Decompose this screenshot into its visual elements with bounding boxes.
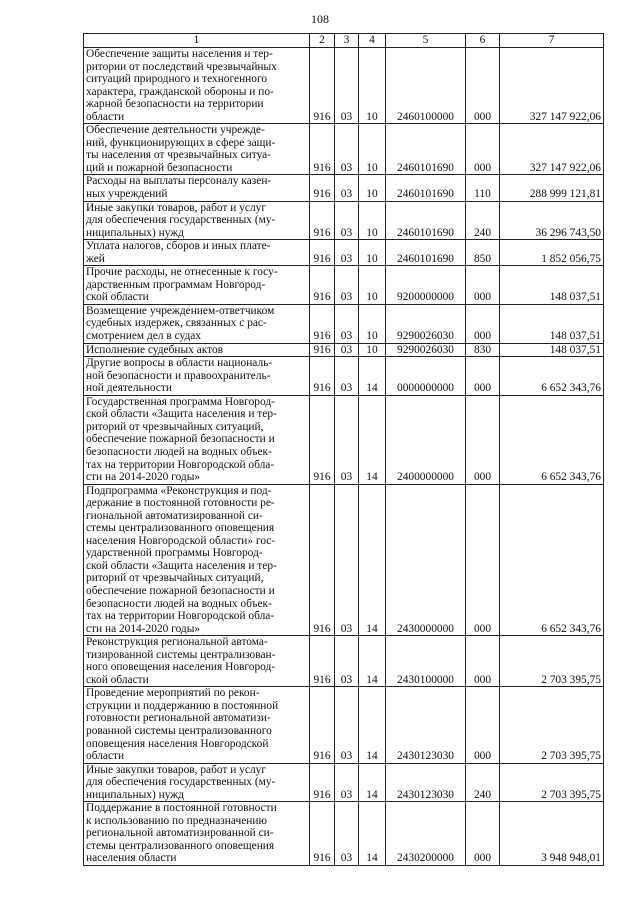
- row-name-line: для обеспечения государственных (му-: [86, 214, 276, 227]
- row-csr-cell: 2430200000: [386, 802, 466, 866]
- row-csr-cell: 2460101690: [386, 175, 466, 201]
- row-ved-cell: 916: [310, 240, 335, 266]
- row-vr-cell: 240: [466, 201, 500, 240]
- header-cell-rz: 3: [335, 34, 359, 48]
- row-vr-cell: 240: [466, 763, 500, 802]
- row-rz-cell: 03: [335, 240, 359, 266]
- page-number: 108: [311, 12, 329, 26]
- row-name-line: рованной системы централизованного: [86, 724, 272, 737]
- row-name-cell: [84, 240, 310, 266]
- row-vr-cell: 000: [466, 48, 500, 124]
- row-name-cell: [84, 48, 310, 124]
- row-name-cell: [84, 395, 310, 484]
- row-vr-cell: 110: [466, 175, 500, 201]
- row-rz-cell: 03: [335, 266, 359, 305]
- row-name-line: смотрением дел в судах: [86, 330, 202, 343]
- row-name-line: ской области: [86, 673, 149, 686]
- row-name-line: струкции и поддержанию в постоянной: [86, 699, 279, 712]
- row-csr-cell: 0000000000: [386, 357, 466, 396]
- row-pr-cell: 14: [359, 357, 386, 396]
- row-csr-cell: 9290026030: [386, 343, 466, 357]
- row-name-line: Расходы на выплаты персоналу казен-: [86, 175, 272, 188]
- row-name-line: ных учреждений: [86, 188, 168, 201]
- row-sum-cell: 2 703 395,75: [500, 687, 604, 763]
- table-row: [84, 266, 604, 305]
- row-name-line: безопасности людей на водных объек-: [86, 597, 272, 610]
- row-csr-cell: 2400000000: [386, 395, 466, 484]
- table-row: [84, 357, 604, 396]
- row-name-cell: [84, 636, 310, 687]
- row-sum-cell: 36 296 743,50: [500, 201, 604, 240]
- row-rz-cell: 03: [335, 343, 359, 357]
- row-name-line: населения области: [86, 852, 177, 865]
- row-name-line: ной безопасности и правоохранитель-: [86, 369, 271, 382]
- table-row: [84, 343, 604, 357]
- table-row: [84, 636, 604, 687]
- row-name-line: тах на территории Новгородской обла-: [86, 610, 275, 623]
- row-sum-cell: 327 147 922,06: [500, 48, 604, 124]
- row-name-line: тизированной системы централизован-: [86, 648, 276, 661]
- row-name-line: населения Новгородской области» гос-: [86, 534, 276, 547]
- budget-table: [83, 33, 604, 866]
- row-name-line: области: [86, 750, 125, 763]
- row-rz-cell: 03: [335, 636, 359, 687]
- row-ved-cell: 916: [310, 763, 335, 802]
- row-name-line: тах на территории Новгородской обла-: [86, 458, 275, 471]
- row-name-line: ударственной программы Новгород-: [86, 547, 263, 560]
- row-pr-cell: 10: [359, 266, 386, 305]
- row-ved-cell: 916: [310, 175, 335, 201]
- row-name-line: Прочие расходы, не отнесенные к госу-: [86, 266, 278, 279]
- row-name-line: обеспечение пожарной безопасности и: [86, 433, 275, 446]
- row-csr-cell: 9290026030: [386, 304, 466, 343]
- row-pr-cell: 10: [359, 124, 386, 175]
- row-name-cell: [84, 201, 310, 240]
- row-name-line: оповещения населения Новгородской: [86, 737, 269, 750]
- row-ved-cell: 916: [310, 343, 335, 357]
- header-cell-csr: 5: [386, 34, 466, 48]
- row-name-cell: [84, 343, 310, 357]
- row-name-line: ниципальных) нужд: [86, 226, 184, 239]
- row-vr-cell: 000: [466, 357, 500, 396]
- row-pr-cell: 10: [359, 175, 386, 201]
- row-pr-cell: 14: [359, 636, 386, 687]
- row-rz-cell: 03: [335, 357, 359, 396]
- row-name-line: держание в постоянной готовности ре-: [86, 497, 275, 510]
- row-name-line: Проведение мероприятий по рекон-: [86, 687, 260, 700]
- row-rz-cell: 03: [335, 201, 359, 240]
- row-name-line: готовности региональной автоматизи-: [86, 712, 271, 725]
- table-row: [84, 175, 604, 201]
- row-csr-cell: 2460101690: [386, 124, 466, 175]
- row-ved-cell: 916: [310, 357, 335, 396]
- row-name-line: судебных издержек, связанных с рас-: [86, 317, 267, 330]
- row-name-line: стемы централизованного оповещения: [86, 839, 275, 852]
- row-name-line: ной деятельности: [86, 382, 172, 395]
- row-vr-cell: 000: [466, 395, 500, 484]
- row-vr-cell: 000: [466, 687, 500, 763]
- header-cell-ved: 2: [310, 34, 335, 48]
- row-name-line: характера, гражданской обороны и по-: [86, 85, 274, 98]
- row-name-line: Иные закупки товаров, работ и услуг: [86, 763, 267, 776]
- row-rz-cell: 03: [335, 48, 359, 124]
- row-vr-cell: 000: [466, 636, 500, 687]
- row-ved-cell: 916: [310, 124, 335, 175]
- header-cell-name: 1: [84, 34, 310, 48]
- row-name-line: Исполнение судебных актов: [86, 343, 224, 356]
- row-sum-cell: 327 147 922,06: [500, 124, 604, 175]
- row-pr-cell: 14: [359, 484, 386, 636]
- row-name-line: ниципальных) нужд: [86, 788, 184, 801]
- row-sum-cell: 148 037,51: [500, 304, 604, 343]
- row-name-line: к использованию по предназначению: [86, 814, 267, 827]
- row-name-line: региональной автоматизированной си-: [86, 827, 274, 840]
- row-name-line: Возмещение учреждением-ответчиком: [86, 304, 275, 317]
- budget-table-body: [84, 48, 604, 866]
- row-name-line: жарной безопасности на территории: [86, 98, 264, 111]
- row-sum-cell: 6 652 343,76: [500, 395, 604, 484]
- row-vr-cell: 000: [466, 484, 500, 636]
- row-pr-cell: 14: [359, 687, 386, 763]
- row-name-cell: [84, 763, 310, 802]
- row-csr-cell: 2430000000: [386, 484, 466, 636]
- row-rz-cell: 03: [335, 304, 359, 343]
- row-ved-cell: 916: [310, 687, 335, 763]
- table-row: [84, 124, 604, 175]
- row-pr-cell: 14: [359, 395, 386, 484]
- row-name-line: Иные закупки товаров, работ и услуг: [86, 201, 267, 214]
- table-row: [84, 304, 604, 343]
- row-name-line: сти на 2014-2020 годы»: [86, 622, 201, 635]
- row-csr-cell: 2430123030: [386, 763, 466, 802]
- row-name-cell: [84, 687, 310, 763]
- row-sum-cell: 3 948 948,01: [500, 802, 604, 866]
- row-name-cell: [84, 124, 310, 175]
- row-name-line: ний, функционирующих в сфере защи-: [86, 136, 276, 149]
- row-csr-cell: 2430100000: [386, 636, 466, 687]
- row-rz-cell: 03: [335, 124, 359, 175]
- table-row: [84, 48, 604, 124]
- row-vr-cell: 000: [466, 802, 500, 866]
- row-rz-cell: 03: [335, 763, 359, 802]
- row-name-line: гиональной автоматизированной си-: [86, 509, 263, 522]
- row-pr-cell: 14: [359, 802, 386, 866]
- row-sum-cell: 6 652 343,76: [500, 484, 604, 636]
- row-csr-cell: 2460100000: [386, 48, 466, 124]
- row-name-line: обеспечение пожарной безопасности и: [86, 584, 275, 597]
- row-ved-cell: 916: [310, 395, 335, 484]
- row-name-line: ской области: [86, 291, 149, 304]
- row-csr-cell: 9200000000: [386, 266, 466, 305]
- row-name-cell: [84, 266, 310, 305]
- row-sum-cell: 2 703 395,75: [500, 636, 604, 687]
- row-vr-cell: 000: [466, 266, 500, 305]
- row-sum-cell: 148 037,51: [500, 266, 604, 305]
- row-name-line: области: [86, 110, 125, 123]
- row-name-line: стемы централизованного оповещения: [86, 522, 275, 535]
- header-cell-sum: 7: [500, 34, 604, 48]
- row-rz-cell: 03: [335, 395, 359, 484]
- row-rz-cell: 03: [335, 687, 359, 763]
- row-ved-cell: 916: [310, 802, 335, 866]
- row-sum-cell: 288 999 121,81: [500, 175, 604, 201]
- row-rz-cell: 03: [335, 484, 359, 636]
- table-row: [84, 802, 604, 866]
- row-name-line: ты населения от чрезвычайных ситуа-: [86, 149, 271, 162]
- row-name-line: ской области «Защита населения и тер-: [86, 408, 277, 421]
- row-sum-cell: 2 703 395,75: [500, 763, 604, 802]
- row-name-cell: [84, 484, 310, 636]
- row-ved-cell: 916: [310, 266, 335, 305]
- row-sum-cell: 148 037,51: [500, 343, 604, 357]
- header-cell-vr: 6: [466, 34, 500, 48]
- row-vr-cell: 000: [466, 124, 500, 175]
- row-pr-cell: 10: [359, 201, 386, 240]
- row-name-line: Государственная программа Новгород-: [86, 395, 275, 408]
- row-ved-cell: 916: [310, 484, 335, 636]
- row-name-cell: [84, 357, 310, 396]
- table-row: [84, 484, 604, 636]
- row-sum-cell: 6 652 343,76: [500, 357, 604, 396]
- row-ved-cell: 916: [310, 201, 335, 240]
- table-row: [84, 763, 604, 802]
- row-name-line: риторий от чрезвычайных ситуаций,: [86, 420, 264, 433]
- row-name-line: ций и пожарной безопасности: [86, 161, 233, 174]
- row-sum-cell: 1 852 056,75: [500, 240, 604, 266]
- row-name-line: ного оповещения населения Новгород-: [86, 661, 276, 674]
- header-cell-pr: 4: [359, 34, 386, 48]
- table-row: [84, 201, 604, 240]
- row-name-line: ской области «Защита населения и тер-: [86, 559, 277, 572]
- row-name-line: сти на 2014-2020 годы»: [86, 471, 201, 484]
- row-name-line: Обеспечение деятельности учрежде-: [86, 124, 265, 137]
- row-name-line: безопасности людей на водных объек-: [86, 445, 272, 458]
- row-csr-cell: 2430123030: [386, 687, 466, 763]
- row-name-line: риторий от чрезвычайных ситуаций,: [86, 572, 264, 585]
- row-rz-cell: 03: [335, 175, 359, 201]
- row-name-line: Обеспечение защиты населения и тер-: [86, 48, 273, 60]
- header-row: [84, 34, 604, 48]
- row-name-cell: [84, 175, 310, 201]
- row-name-line: Реконструкция региональной автома-: [86, 636, 268, 649]
- row-name-line: дарственным программам Новгород-: [86, 278, 266, 291]
- table-row: [84, 240, 604, 266]
- table-row: [84, 395, 604, 484]
- row-vr-cell: 830: [466, 343, 500, 357]
- row-vr-cell: 000: [466, 304, 500, 343]
- row-name-line: жей: [86, 252, 105, 265]
- row-name-line: ритории от последствий чрезвычайных: [86, 60, 277, 73]
- row-name-line: Подпрограмма «Реконструкция и под-: [86, 484, 272, 497]
- row-rz-cell: 03: [335, 802, 359, 866]
- row-pr-cell: 14: [359, 763, 386, 802]
- row-pr-cell: 10: [359, 304, 386, 343]
- row-name-cell: [84, 304, 310, 343]
- row-pr-cell: 10: [359, 48, 386, 124]
- row-ved-cell: 916: [310, 304, 335, 343]
- row-pr-cell: 10: [359, 343, 386, 357]
- row-csr-cell: 2460101690: [386, 201, 466, 240]
- row-csr-cell: 2460101690: [386, 240, 466, 266]
- table-row: [84, 687, 604, 763]
- row-name-line: ситуаций природного и техногенного: [86, 73, 268, 86]
- row-ved-cell: 916: [310, 48, 335, 124]
- row-pr-cell: 10: [359, 240, 386, 266]
- row-name-line: Уплата налогов, сборов и иных плате-: [86, 240, 271, 253]
- row-name-line: для обеспечения государственных (му-: [86, 776, 276, 789]
- row-vr-cell: 850: [466, 240, 500, 266]
- row-ved-cell: 916: [310, 636, 335, 687]
- row-name-line: Другие вопросы в области националь-: [86, 357, 273, 370]
- row-name-cell: [84, 802, 310, 866]
- row-name-line: Поддержание в постоянной готовности: [86, 802, 277, 815]
